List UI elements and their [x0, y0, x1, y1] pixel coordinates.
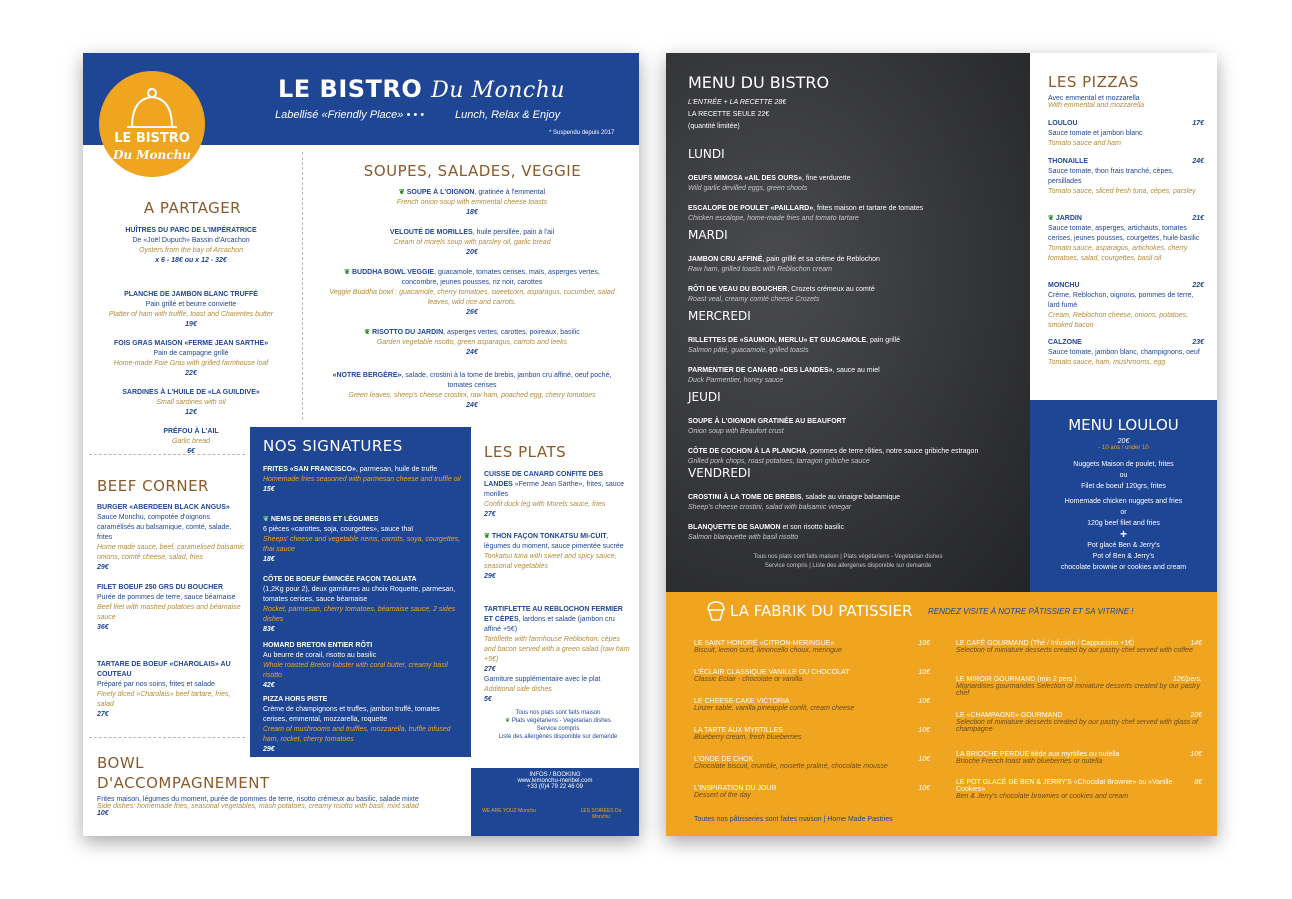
list-item: TARTARE DE BOEUF «CHAROLAIS» AU COUTEAU Préparé par nos soins, frites et salade Finely diced «Charolais» beef tartare, fries, salad 27€ [97, 661, 231, 718]
list-item: PIZZA HORS PISTE Crème de champignons et truffes, jambon truffé, tomates cerises, emmental, mozzarella, roquette Cream of mushrooms and truffles, mozzarella, truffle infused ham, rocket, cherry tomatoes 29€ [263, 696, 451, 753]
divider [89, 737, 245, 738]
brand-title: LE BISTRO Du Monchu [278, 75, 566, 103]
fabrik-left-list [694, 640, 930, 814]
list-item: ❦ RISOTTO DU JARDIN, asperges vertes, carottes, poireaux, basilic Garden vegetable risotto, green asparagus, carrots and leeks 24€ [364, 329, 580, 356]
section-title-beef: BEEF CORNER [97, 477, 209, 495]
list-item: FRITES «SAN FRANCISCO», parmesan, huile de truffe Homemade fries seasoned with parmesan cheese and truffle oil 15€ [263, 466, 461, 493]
beef-list [97, 503, 245, 720]
divider [302, 152, 303, 420]
info-booking [471, 768, 639, 836]
day-block: MARDI JAMBON CRU AFFINÉ, pain grillé et sa crème de Reblochon Raw ham, grilled toasts with Reblochon cream RÔTI DE VEAU DU BOUCHER, Crozets crémeux au comté Roast veal, creamy comté cheese Crozets [688, 228, 880, 303]
loulou-title: MENU LOULOU [1068, 416, 1179, 434]
list-item: CUISSE DE CANARD CONFITE DES LANDES «Ferme Jean Sarthe», frites, sauce morilles Confit duck leg with Morels sauce, fries 27€ [484, 471, 625, 518]
logo-text: LE BISTRO [114, 131, 190, 146]
list-item: LE CHEESE-CAKE VICTORIA Linzer sablé, vanilla pineapple confit, cream cheese 10€ [694, 698, 930, 712]
list-item: LE SAINT HONORÉ «CITRON-MERINGUE» Biscuit, lemon curd, limoncello choux, meringue 10€ [694, 640, 930, 654]
day-block: JEUDI SOUPE À L'OIGNON GRATINÉE AU BEAUFORT Onion soup with Beaufort crust CÔTE DE COCHON À LA PLANCHA, pommes de terre rôties, notre sauce gribiche estragon Grilled pork chops, roast potatoes, tarragon gribiche sauce [688, 390, 979, 465]
signatures-list [263, 465, 463, 755]
list-item: L'INSPIRATION DU JOUR Dessert of the day 10€ [694, 785, 930, 799]
section-title-pizzas: LES PIZZAS [1048, 73, 1139, 91]
section-title-signatures: NOS SIGNATURES [263, 437, 403, 455]
cloche-icon [99, 75, 205, 135]
list-item: ❦ THON FAÇON TONKATSU MI-CUIT, légumes du moment, sauce pimentée sucrée Tonkatsu tuna with sweet and spicy sauce, seasonal vegetables 29€ [484, 533, 624, 580]
list-item: VELOUTÉ DE MORILLES, huile persillée, pain à l'ail Cream of morels soup with parsley oil, garlic bread 20€ [389, 229, 555, 256]
list-item: PLANCHE DE JAMBON BLANC TRUFFÉ Pain grillé et beurre conviette Platter of ham with truffle, toast and Charentes butter 19€ [108, 291, 274, 328]
loulou-price: 20€ [1117, 438, 1130, 445]
fabrik-subtitle: RENDEZ VISITE À NOTRE PÂTISSIER ET SA VITRINE ! [928, 607, 1134, 616]
tagline-right: Lunch, Relax & Enjoy [455, 109, 561, 121]
menu-page-left [83, 53, 639, 836]
day-block: VENDREDI CROSTINI À LA TOME DE BREBIS, salade au vinaigre balsamique Sheep's cheese crostini, salad with balsamic vinegar BLANQUETTE DE SAUMON et son risotto basilic Salmon blanquette with basil risotto [688, 466, 901, 541]
section-title-plats: LES PLATS [484, 443, 567, 461]
list-item: FILET BOEUF 250 GRS DU BOUCHER Purée de pommes de terre, sauce béarnaise Beef filet with mashed potatoes and béarnaise sauce 36€ [97, 584, 241, 631]
bistro-logo [99, 71, 205, 177]
list-item: Garniture supplémentaire avec le plat Additional side dishes 5€ [484, 676, 601, 703]
list-item: LE «CHAMPAGNE» GOURMAND Selection of miniature desserts created by our pastry chef served with glass of champagne 20€ [956, 712, 1202, 733]
tagline: Labellisé «Friendly Place» • • • [275, 109, 425, 121]
cupcake-icon [704, 598, 728, 622]
list-item: MONCHU Crème, Reblochon, oignons, pommes de terre, lard fumé Cream, Reblochon cheese, onions, potatoes, smoked bacon 22€ [1048, 282, 1204, 329]
pizzas-list: Avec emmental et mozzarella With emmental and mozzarella LOULOU Sauce tomate et jambon blanc Tomato sauce and ham 17€ THONAILLE Sauce tomate, thon frais tranché, cèpes, persillades Tomato sauce, sliced fresh tuna, cèpes, parsley 24€ ❦ JARDIN Sauce tomate, asperges, artichauts, tomates cerises, jeunes pousses, courgettes, huile basilic Tomato sauce, asparagus, artichokes, cherry tomatoes, salad, courgettes, basil oil 21€ MONCHU Crème, Reblochon, oignons, pommes de terre, lard fumé Cream, Reblochon cheese, onions, potatoes, smoked bacon 22€ CALZONE Sauce tomate, jambon blanc, champignons, oeuf Tomato sauce, ham, mushrooms, egg 23€ [1048, 95, 1204, 366]
list-item: ❦ NEMS DE BREBIS ET LÉGUMES 6 pièces «carottes, soja, courgettes», sauce thaï Sheeps' cheese and vegetable nems, carrots, soya, courgettes, thai sauce 18€ [263, 516, 461, 563]
website-link[interactable]: www.lemonchu-meribel.com [517, 778, 593, 784]
bistro-menu-prices: L'ENTRÉE + LA RECETTE 28€ LA RECETTE SEULE 22€ (quantité limitée) [688, 99, 787, 130]
suspended-note: * Suspendu depuis 2017 [549, 130, 615, 136]
fabrik-right-list [956, 640, 1202, 800]
list-item: TARTIFLETTE AU REBLOCHON FERMIER ET CÈPES, lardons et salade (jambon cru affiné +5€) Tartiflette with farmhouse Reblochon, cèpes and bacon served with a green salad (raw ham +5€) 27€ [484, 606, 630, 673]
list-item: LE CAFÉ GOURMAND (Thé / Infusion / Cappuccino +1€) Selection of miniature desserts created by our pastry chef served with coffee 14€ [956, 640, 1202, 654]
section-title-bowl: BOWL D'ACCOMPAGNEMENT [97, 754, 270, 792]
phone-number[interactable]: +33 (0)4 79 22 46 09 [527, 784, 583, 790]
fabrik-footer: Toutes nos pâtisseries sont faites maison | Home Made Pastries [694, 816, 893, 823]
list-item: LOULOU Sauce tomate et jambon blanc Tomato sauce and ham 17€ [1048, 120, 1204, 147]
fabrik-title: LA FABRIK DU PATISSIER [730, 602, 913, 620]
list-item: L'ONDE DE CHOK Chocolate biscuit, crumble, noisette praliné, chocolate mousse 10€ [694, 756, 930, 770]
list-item: SARDINES À L'HUILE DE «LA GUILDIVE» Small sardines with oil 12€ [122, 389, 260, 416]
list-item: THONAILLE Sauce tomate, thon frais tranché, cèpes, persillades Tomato sauce, sliced fresh tuna, cèpes, parsley 24€ [1048, 158, 1204, 195]
info-title: INFOS / BOOKING [529, 772, 581, 778]
list-item: LE POT GLACÉ DE BEN & JERRY'S «Chocolat Brownie» ou «Vanille Cookies» Ben & Jerry's chocolate brownies or cookies and cream 8€ [956, 779, 1202, 800]
list-item: LA TARTE AUX MYRTILLES Blueberry cream, fresh blueberries 10€ [694, 727, 930, 741]
list-item: CALZONE Sauce tomate, jambon blanc, champignons, oeuf Tomato sauce, ham, mushrooms, egg 23€ [1048, 339, 1204, 366]
list-item: ❦ BUDDHA BOWL VEGGIE, guacamole, tomates cerises, maïs, asperges vertes, concombre, jeunes pousses, riz noir, carottes Veggie Buddha bowl : guacamole, cherry tomatoes, sweetcorn, asparagus, cucumber, salad leaves, wild rice and carrots. 26€ [329, 269, 615, 316]
day-block: LUNDI OEUFS MIMOSA «AIL DES OURS», fine verdurette Wild garlic devilled eggs, green shoots ESCALOPE DE POULET «PAILLARD», frites maison et tartare de tomates Chicken escalope, home-made fries and tomato tartare [688, 147, 924, 222]
list-item: BURGER «ABERDEEN BLACK ANGUS» Sauce Monchu, compotée d'oignons caramélisés au balsamique, comté, salade, frites Home made sauce, beef, caramelised balsamic onions, comté cheese, salad, fries 29€ [97, 504, 245, 571]
daily-list [688, 147, 1023, 541]
section-title-partager: A PARTAGER [143, 199, 242, 217]
list-item: L'ÉCLAIR CLASSIQUE VANILLE OU CHOCOLAT Classic Eclair - chocolate or vanilla 10€ [694, 669, 930, 683]
chalk-footer: Tous nos plats sont faits maison | Plats végétariens - Vegetarian dishes Service compris | Liste des allergènes disponible sur demande [753, 554, 943, 569]
list-item: LE MIROIR GOURMAND (min 2 pers.) Mignardises gourmandes Selection of miniature desserts created by our pastry chef 12€/pers. [956, 676, 1202, 697]
list-item: CÔTE DE BOEUF ÉMINCÉE FAÇON TAGLIATA (1,2Kg pour 2), deux garnitures au choix Roquette, parmesan, tomates cerises, sauce béarnaise Rocket, parmesan, cherry tomatoes, béarnaise sauce, 2 sides dishes 83€ [263, 576, 456, 633]
plats-notes: Tous nos plats sont faits maison ❦ Plats végétariens - Vegetarian dishes Service compris Liste des allergènes disponible sur demande [498, 710, 618, 740]
loulou-age: - 10 ans / under 10 [1098, 445, 1149, 451]
bistro-menu-title: MENU DU BISTRO [688, 73, 830, 92]
list-item: LA BRIOCHE PERDUE tiède aux myrtilles ou nutella Brioche French toast with blueberries or nutella 10€ [956, 751, 1202, 765]
menu-page-right [666, 53, 1217, 836]
list-item: FOIS GRAS MAISON «FERME JEAN SARTHE» Pain de campagne grillé Home-made Foie Gras with grilled farmhouse loaf 22€ [113, 340, 269, 377]
logo-script: Du Monchu [112, 148, 192, 162]
day-block: MERCREDI RILLETTES DE «SAUMON, MERLU» ET GUACAMOLE, pain grillé Salmon pâté, guacamole, grilled toasts PARMENTIER DE CANARD «DES LANDES», sauce au miel Duck Parmentier, honey sauce [688, 309, 900, 384]
fabrik-panel [666, 592, 1217, 836]
list-item: PRÉFOU À L'AIL Garlic bread 6€ [163, 428, 219, 455]
list-item: HOMARD BRETON ENTIER RÔTI Au beurre de corail, risotto au basilic Whole roasted Breton lobster with coral butter, creamy basil risotto 42€ [263, 642, 448, 689]
we-are-youz-logo: WE ARE YOUZ Monchu [482, 808, 536, 814]
list-item: HUÎTRES DU PARC DE L'IMPÉRATRICE De «Joël Dupuch» Bassin d'Arcachon Oysters from the bay of Arcachon x 6 - 18€ ou x 12 - 32€ [125, 227, 257, 264]
soupes-list [327, 188, 617, 411]
plats-list [484, 470, 632, 741]
bowl-item: Frites maison, légumes du moment, purée de pommes de terre, risotto crémeux au basilic, salade mixte Side dishes: homemade fries, seasonal vegetables, mash potatoes, creamy risotto with basil, mixt salad 10€ [97, 796, 419, 817]
list-item: ❦ JARDIN Sauce tomate, asperges, artichauts, tomates cerises, jeunes pousses, courgettes, huile basilic Tomato sauce, asparagus, artichokes, cherry tomatoes, salad, courgettes, basil oil 21€ [1048, 215, 1204, 262]
list-item: «NOTRE BERGÈRE», salade, crostini à la tome de brebis, jambon cru affiné, oeuf poché, tomates cerises Green leaves, sheep's cheese crostini, raw ham, poached egg, cherry tomatoes 24€ [332, 372, 612, 409]
chalkboard-panel [666, 53, 1030, 592]
section-title-soupes: SOUPES, SALADES, VEGGIE [363, 162, 582, 180]
signatures-panel [250, 427, 471, 757]
soirees-logo: LES SOIRÉES Du Monchu [580, 808, 622, 820]
partager-list [88, 226, 294, 457]
loulou-details: Nuggets Maison de poulet, frites ou Filet de boeuf 120grs, frites Homemade chicken nuggets and fries or 120g beef filet and fries + Pot glacé Ben & Jerry's Pot of Ben & Jerry's chocolate brownie or cookies and cream [1060, 461, 1187, 571]
list-item: ❦ SOUPE À L'OIGNON, gratinée à l'emmental French onion soup with emmental cheese toasts 18€ [396, 189, 548, 216]
menu-loulou-panel [1030, 400, 1217, 592]
